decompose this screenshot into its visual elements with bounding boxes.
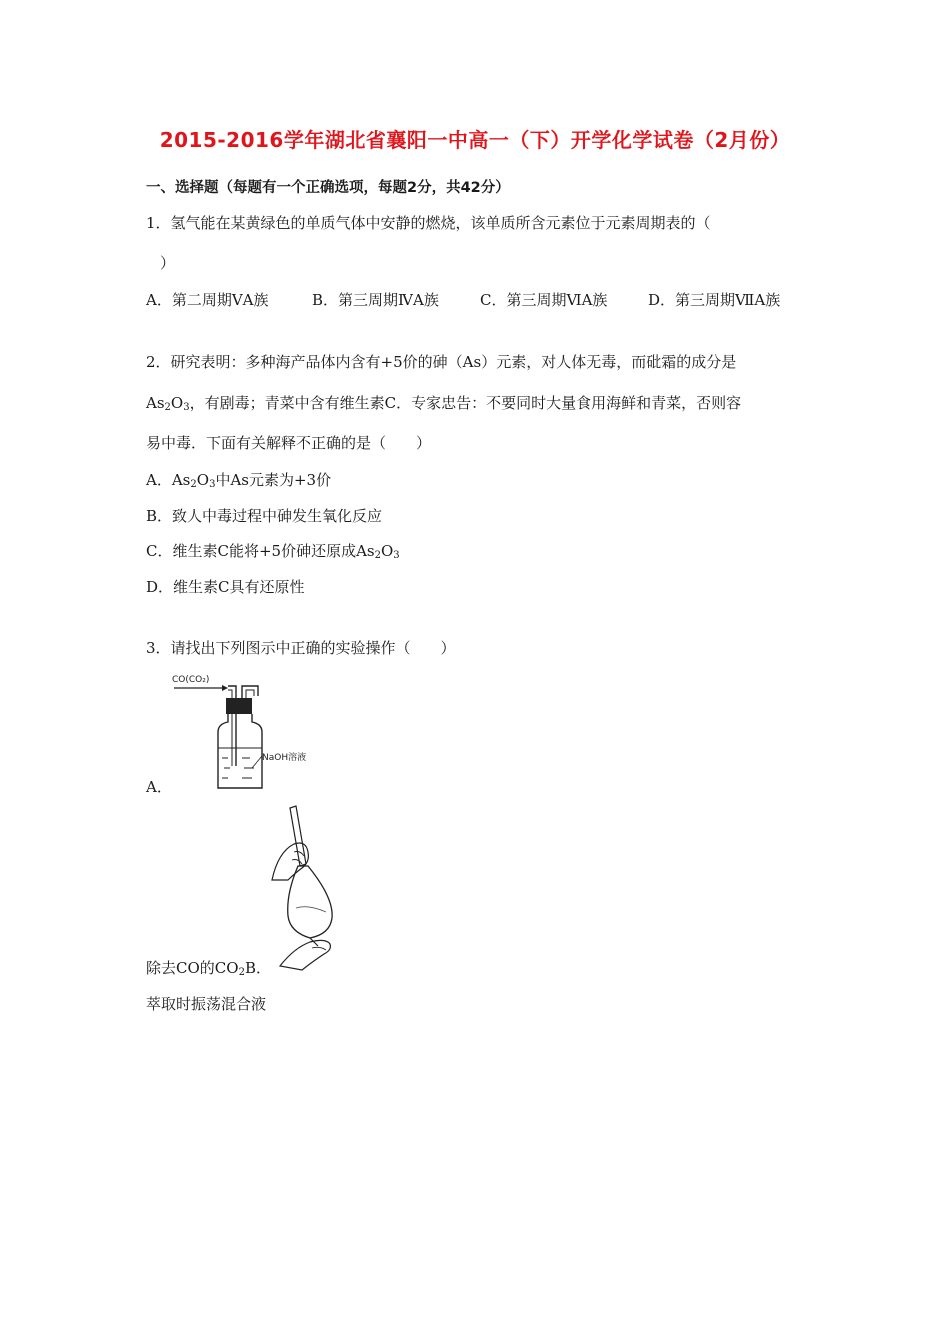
q2-option-d[interactable]: D．维生素C具有还原性: [146, 578, 305, 596]
exam-title: 2015-2016学年湖北省襄阳一中高一（下）开学化学试卷（2月份）: [159, 128, 791, 152]
subscript: 3: [393, 550, 400, 561]
solution-label: NaOH溶液: [262, 753, 307, 763]
outlet-tube: [242, 686, 258, 698]
separatory-funnel-figure: [268, 804, 350, 972]
q2-option-a-text: 中As元素为+3价: [215, 471, 332, 489]
subscript: 2: [374, 550, 381, 561]
q1-option-d[interactable]: D．第三周期ⅦA族: [648, 291, 781, 309]
section-heading: 一、选择题（每题有一个正确选项，每题2分，共42分）: [146, 180, 510, 196]
question-2-line-1: 2．研究表明：多种海产品体内含有+5价的砷（As）元素，对人体无毒，而砒霜的成分是: [146, 353, 737, 371]
q3-option-b-letter[interactable]: B．: [244, 959, 271, 977]
formula-o: O: [170, 394, 184, 412]
question-1-stem-end: ）: [160, 254, 176, 272]
formula-o: O: [196, 471, 210, 489]
question-3-stem: 3．请找出下列图示中正确的实验操作（ ）: [146, 639, 456, 657]
q2-option-c[interactable]: [146, 541, 400, 566]
question-1-options: [146, 290, 780, 310]
subscript: 3: [209, 479, 216, 490]
q1-option-a[interactable]: A．第二周期ⅤA族: [146, 291, 269, 309]
subscript: 3: [183, 402, 190, 413]
subscript: 2: [190, 479, 197, 490]
bottle-outline: [218, 714, 262, 788]
q3-option-a-letter[interactable]: A．: [146, 778, 172, 796]
lower-hand-icon: [280, 940, 330, 970]
funnel-body: [288, 866, 332, 938]
q3-option-b-caption: 萃取时振荡混合液: [146, 995, 267, 1013]
q2-option-b[interactable]: B．致人中毒过程中砷发生氧化反应: [146, 507, 383, 525]
rubber-stopper: [226, 698, 252, 714]
q1-option-b[interactable]: B．第三周期ⅣA族: [312, 291, 439, 309]
subscript: 2: [238, 967, 245, 978]
caption-text: 除去CO的CO: [146, 959, 239, 977]
liquid-interface: [296, 907, 326, 912]
arrow-head: [222, 685, 228, 691]
question-2-line-3: 易中毒．下面有关解释不正确的是（ ）: [146, 434, 432, 452]
question-2-line-2-text: ，有剧毒；青菜中含有维生素C．专家忠告：不要同时大量食用海鲜和青菜，否则容: [189, 394, 742, 412]
gas-washing-bottle-figure: [170, 668, 320, 793]
q2-option-a[interactable]: [146, 470, 331, 495]
subscript: 2: [164, 402, 171, 413]
q2-option-c-text: C．维生素C能将+5价砷还原成As: [146, 542, 375, 560]
gas-label: CO(CO₂): [172, 675, 210, 685]
q2-option-a-prefix: A．As: [146, 471, 191, 489]
q3-option-a-caption: [146, 958, 271, 983]
formula-o: O: [380, 542, 394, 560]
q1-option-c[interactable]: C．第三周期ⅥA族: [480, 291, 608, 309]
question-1-stem: 1．氢气能在某黄绿色的单质气体中安静的燃烧，该单质所含元素位于元素周期表的（: [146, 214, 711, 232]
question-2-line-2: [146, 393, 741, 418]
formula-as: As: [146, 394, 165, 412]
funnel-neck: [290, 806, 306, 866]
